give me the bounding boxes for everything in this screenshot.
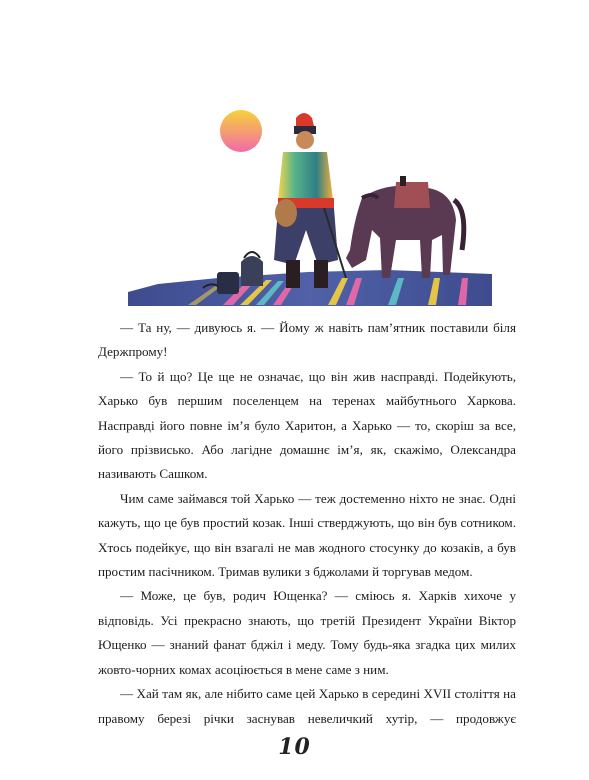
paragraph-2: — То й що? Це ще не означає, що він жив насправді. Подейкують, Харько був першим поселенцем на теренах майбутнього Харкова. Насправді його повне ім’я було Харитон, а Харько — то, скоріш за все, його прізвисько. Або лагідне домашнє ім’я, як, скажімо, Олександра називають Сашком.: [98, 368, 516, 482]
paragraph-1: — Та ну, — дивуюсь я. — Йому ж навіть пам’ятник поставили біля Держпрому!: [98, 320, 516, 360]
text-block: [98, 316, 516, 731]
sun-shape: [220, 110, 262, 152]
paragraph-4: — Може, це був, родич Ющенка? — сміюсь я. Харків хихоче у відповідь. Усі прекрасно знають, що третій Президент України Віктор Ющенко — знаний фанат бджіл і меду. Тому будь-яка згадка цих милих жовто-чорних комах асоціюється в мене саме з ним.: [98, 588, 516, 677]
page-number: 10: [278, 734, 311, 760]
paragraph-3: Чим саме займався той Харько — теж достеменно ніхто не знає. Одні кажуть, що це був простий козак. Інші стверджують, що він був сотником. Хтось подейкує, що він взагалі не мав жодного стосунку до козаків, а був простим пасічником. Тримав вулики з бджолами й торгував медом.: [98, 490, 516, 580]
paragraph-5: — Хай там як, але нібито саме цей Харько в середині XVII століття на правому березі річки заснував невеличкий хутір, — продовжує: [98, 686, 516, 726]
horse-figure: [346, 176, 464, 278]
cossack-figure: [274, 113, 346, 288]
cossack-with-horse-illustration: [128, 100, 492, 310]
